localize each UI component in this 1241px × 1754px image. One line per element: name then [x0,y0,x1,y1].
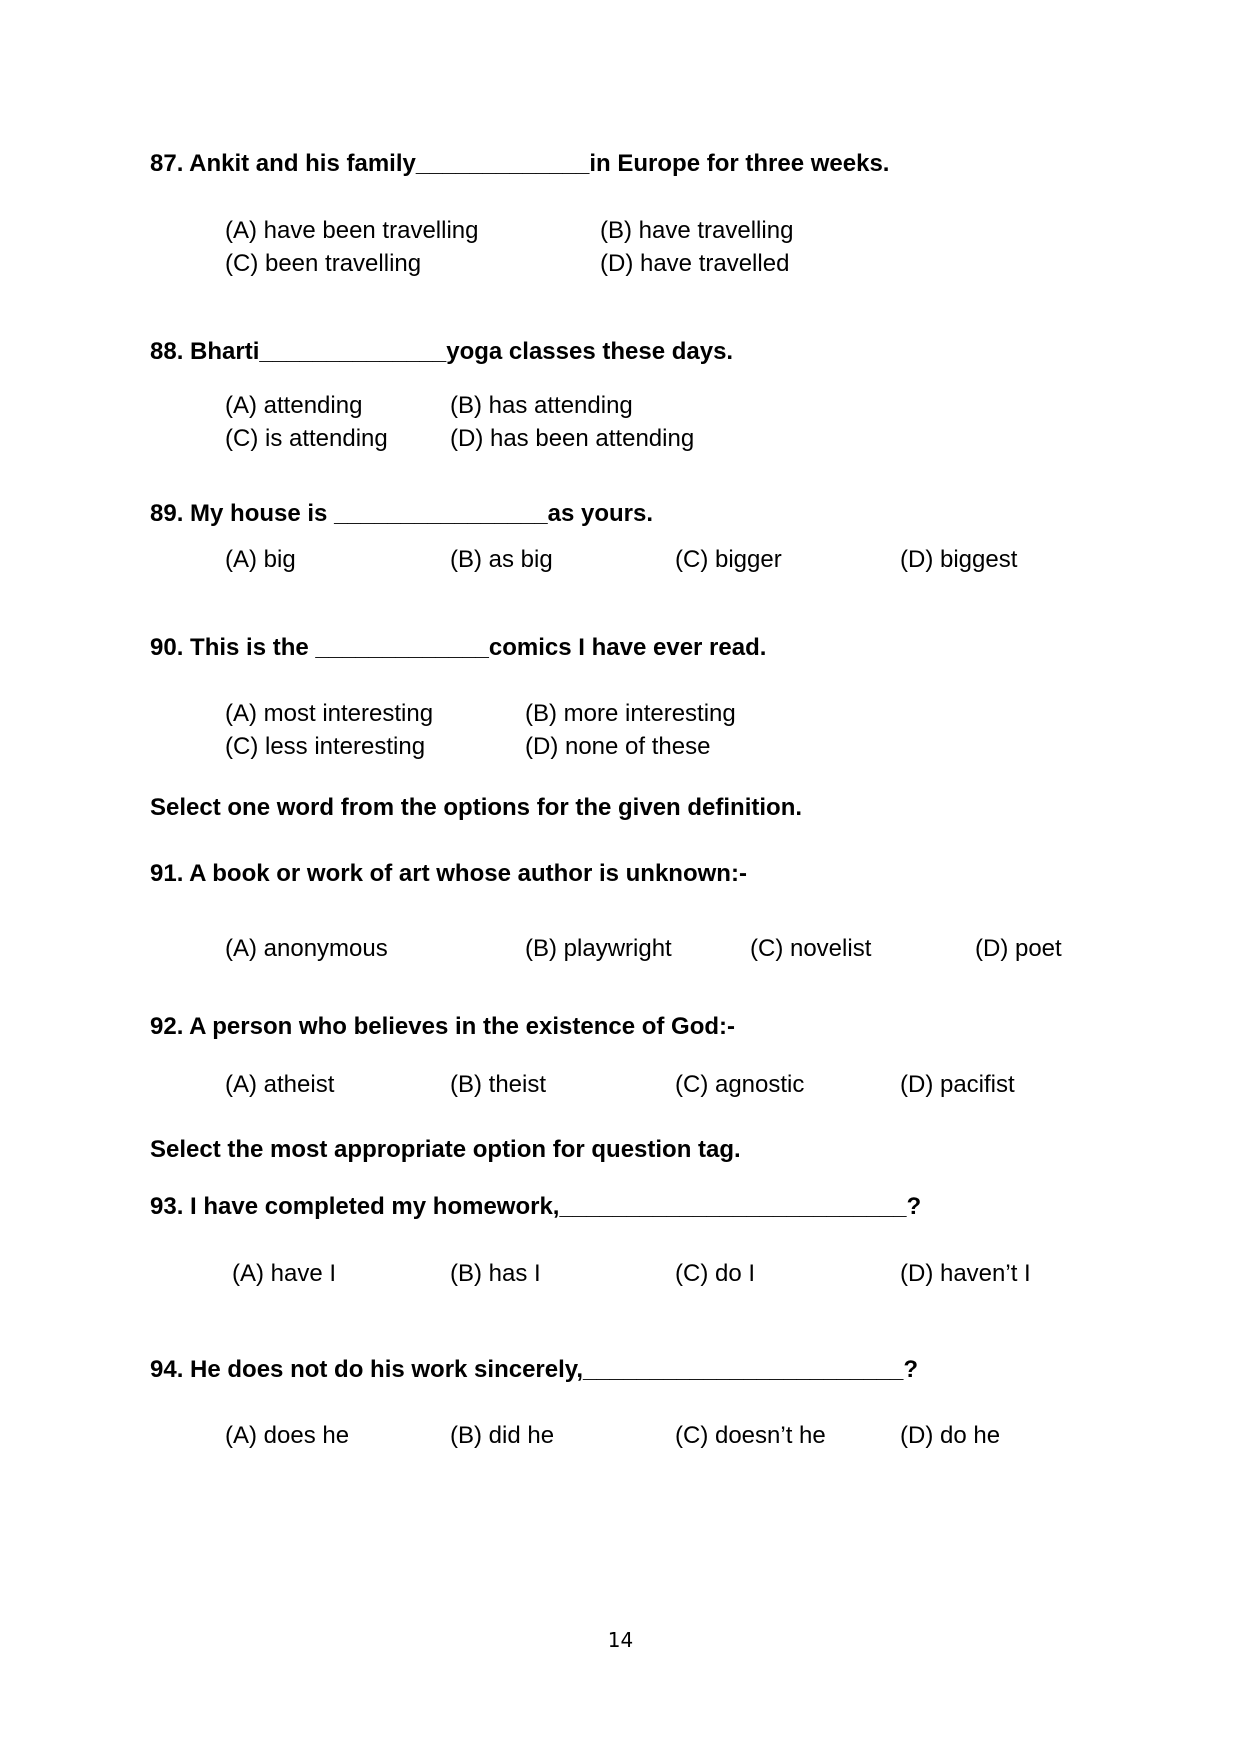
option-94-d: (D) do he [900,1422,1001,1449]
question-92: 92. A person who believes in the existence of God:- [150,1013,736,1040]
page-number: 14 [607,1628,634,1652]
option-91-a: (A) anonymous [225,935,388,962]
instruction-question-tag: Select the most appropriate option for question tag. [150,1136,741,1163]
question-93: 93. I have completed my homework,__________________________? [150,1193,922,1220]
option-94-c: (C) doesn’t he [675,1422,826,1449]
option-94-b: (B) did he [450,1422,555,1449]
question-91: 91. A book or work of art whose author is unknown:- [150,860,747,887]
option-93-a: (A) have I [232,1260,337,1287]
option-91-b: (B) playwright [525,935,672,962]
question-94: 94. He does not do his work sincerely,________________________? [150,1356,919,1383]
option-93-d: (D) haven’t I [900,1260,1031,1287]
option-91-d: (D) poet [975,935,1062,962]
option-91-c: (C) novelist [750,935,872,962]
option-93-c: (C) do I [675,1260,756,1287]
instruction-definition: Select one word from the options for the given definition. [150,794,803,821]
option-88-c: (C) is attending [225,425,388,452]
question-90: 90. This is the _____________comics I have ever read. [150,634,767,661]
option-92-b: (B) theist [450,1071,547,1098]
option-87-c: (C) been travelling [225,250,422,277]
option-92-a: (A) atheist [225,1071,335,1098]
option-94-a: (A) does he [225,1422,350,1449]
option-89-c: (C) bigger [675,546,782,573]
question-88: 88. Bharti______________yoga classes these days. [150,338,734,365]
option-92-d: (D) pacifist [900,1071,1015,1098]
option-88-d: (D) has been attending [450,425,695,452]
option-88-a: (A) attending [225,392,363,419]
option-90-d: (D) none of these [525,733,711,760]
option-87-d: (D) have travelled [600,250,790,277]
question-89: 89. My house is ________________as yours. [150,500,654,527]
option-92-c: (C) agnostic [675,1071,805,1098]
option-89-d: (D) biggest [900,546,1018,573]
option-87-b: (B) have travelling [600,217,794,244]
option-88-b: (B) has attending [450,392,633,419]
option-90-b: (B) more interesting [525,700,736,727]
option-89-b: (B) as big [450,546,553,573]
option-87-a: (A) have been travelling [225,217,479,244]
option-90-a: (A) most interesting [225,700,434,727]
option-90-c: (C) less interesting [225,733,426,760]
option-89-a: (A) big [225,546,296,573]
option-93-b: (B) has I [450,1260,541,1287]
question-87: 87. Ankit and his family_____________in Europe for three weeks. [150,150,890,177]
